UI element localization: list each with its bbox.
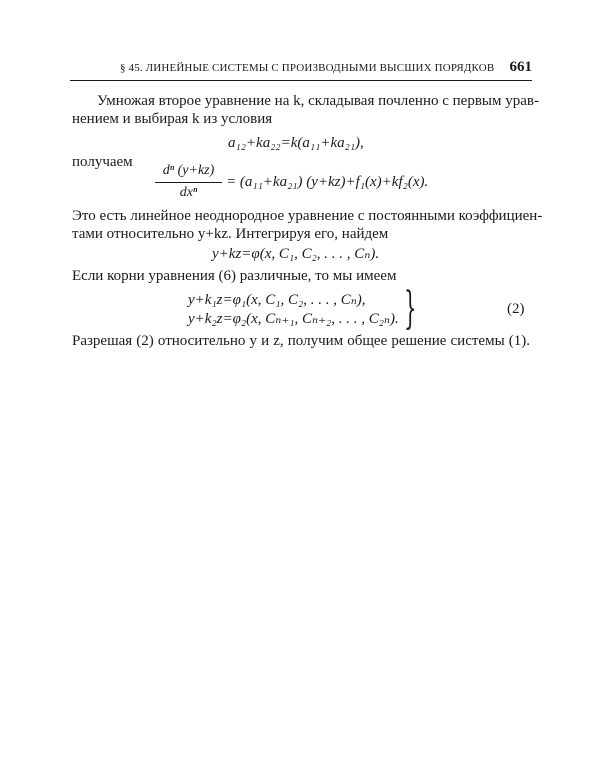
paragraph-2: получаем	[72, 154, 133, 170]
derivative-fraction	[155, 163, 222, 207]
fraction-bar	[155, 182, 222, 183]
page-header	[70, 60, 532, 81]
equation-number: (2)	[507, 301, 525, 317]
running-head: § 45. ЛИНЕЙНЫЕ СИСТЕМЫ С ПРОИЗВОДНЫМИ ВЫСШИХ ПОРЯДКОВ	[120, 62, 495, 74]
paragraph-1-line-1: Умножая второе уравнение на k, складывая почленно с первым урав-	[97, 93, 539, 109]
paragraph-3-line-1: Это есть линейное неоднородное уравнение с постоянными коэффициен-	[72, 208, 543, 224]
paragraph-4: Если корни уравнения (6) различные, то мы имеем	[72, 268, 397, 284]
paragraph-5: Разрешая (2) относительно y и z, получим общее решение системы (1).	[72, 333, 530, 349]
system-brace: }	[404, 283, 417, 334]
equation-condition-k: a₁₂+ka₂₂=k(a₁₁+ka₂₁),	[228, 135, 364, 151]
system-line-1: y+k₁z=φ₁(x, C₁, C₂, . . . , Cₙ),	[188, 292, 366, 308]
paragraph-3-line-2: тами относительно y+kz. Интегрируя его, найдем	[72, 226, 389, 242]
fraction-numerator: dⁿ (y+kz)	[162, 163, 215, 178]
equation-general-integral: y+kz=φ(x, C₁, C₂, . . . , Cₙ).	[212, 246, 380, 262]
equation-derivative-rhs: = (a₁₁+ka₂₁) (y+kz)+f₁(x)+kf₂(x).	[226, 174, 429, 190]
paragraph-1-line-2: нением и выбирая k из условия	[72, 111, 273, 127]
fraction-denominator: dxⁿ	[179, 185, 198, 200]
system-line-2: y+k₂z=φ₂(x, Cₙ₊₁, Cₙ₊₂, . . . , C₂ₙ).	[188, 311, 399, 327]
page-number: 661	[509, 59, 532, 75]
